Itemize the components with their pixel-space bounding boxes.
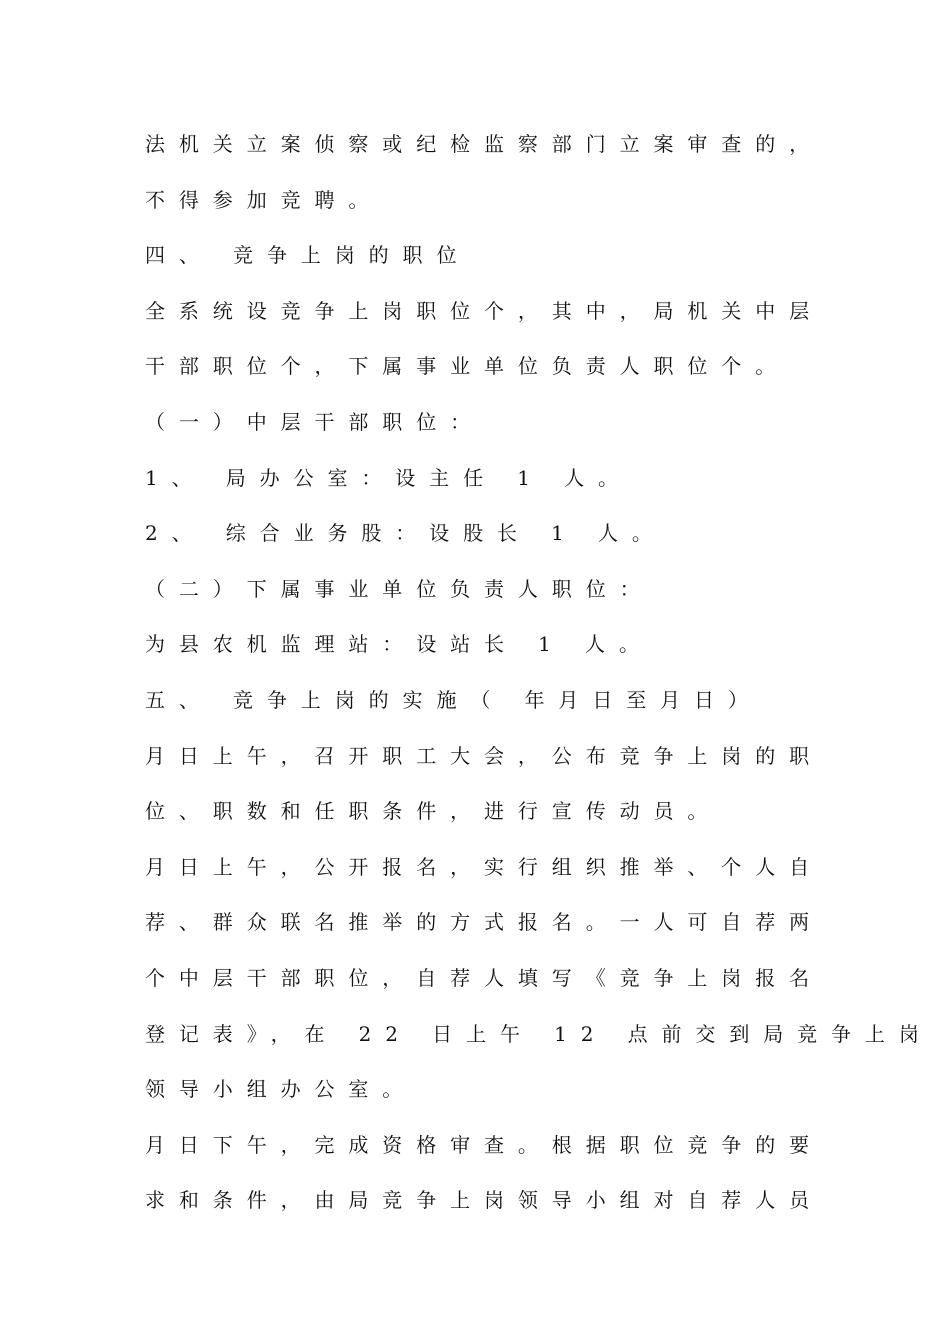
subsection-heading: （二）下属事业单位负责人职位： [145, 576, 654, 601]
list-item: 1、 局办公室：设主任 1 人。 [145, 465, 632, 490]
text-line: 个中层干部职位，自荐人填写《竞争上岗报名 [145, 965, 823, 990]
text-line: 全系统设竞争上岗职位个，其中，局机关中层 [145, 298, 823, 323]
text-line: 领导小组办公室。 [145, 1077, 417, 1102]
document-body [145, 117, 933, 1229]
text-line: 不得参加竞聘。 [145, 187, 383, 212]
text-line: 月日上午，召开职工大会，公布竞争上岗的职 [145, 743, 823, 768]
list-item: 2、 综合业务股：设股长 1 人。 [145, 521, 666, 546]
text-line: 位、职数和任职条件，进行宣传动员。 [145, 799, 722, 824]
text-line: 干部职位个，下属事业单位负责人职位个。 [145, 354, 790, 379]
text-line: 月日上午，公开报名，实行组织推举、个人自 [145, 854, 823, 879]
section-heading: 四、 竞争上岗的职位 [145, 243, 471, 268]
text-line: 为县农机监理站：设站长 1 人。 [145, 632, 653, 657]
text-line: 登记表》，在 22 日上午 12 点前交到局竞争上岗 [145, 1021, 933, 1046]
text-line: 法机关立案侦察或纪检监察部门立案审查的， [145, 132, 823, 156]
section-heading: 五、 竞争上岗的实施（ 年月日至月日） [145, 687, 762, 712]
text-line: 求和条件，由局竞争上岗领导小组对自荐人员 [145, 1188, 823, 1213]
text-line: 月日下午，完成资格审查。根据职位竞争的要 [145, 1132, 823, 1157]
subsection-heading: （一）中层干部职位： [145, 409, 484, 434]
text-line: 荐、群众联名推举的方式报名。一人可自荐两 [145, 910, 823, 935]
